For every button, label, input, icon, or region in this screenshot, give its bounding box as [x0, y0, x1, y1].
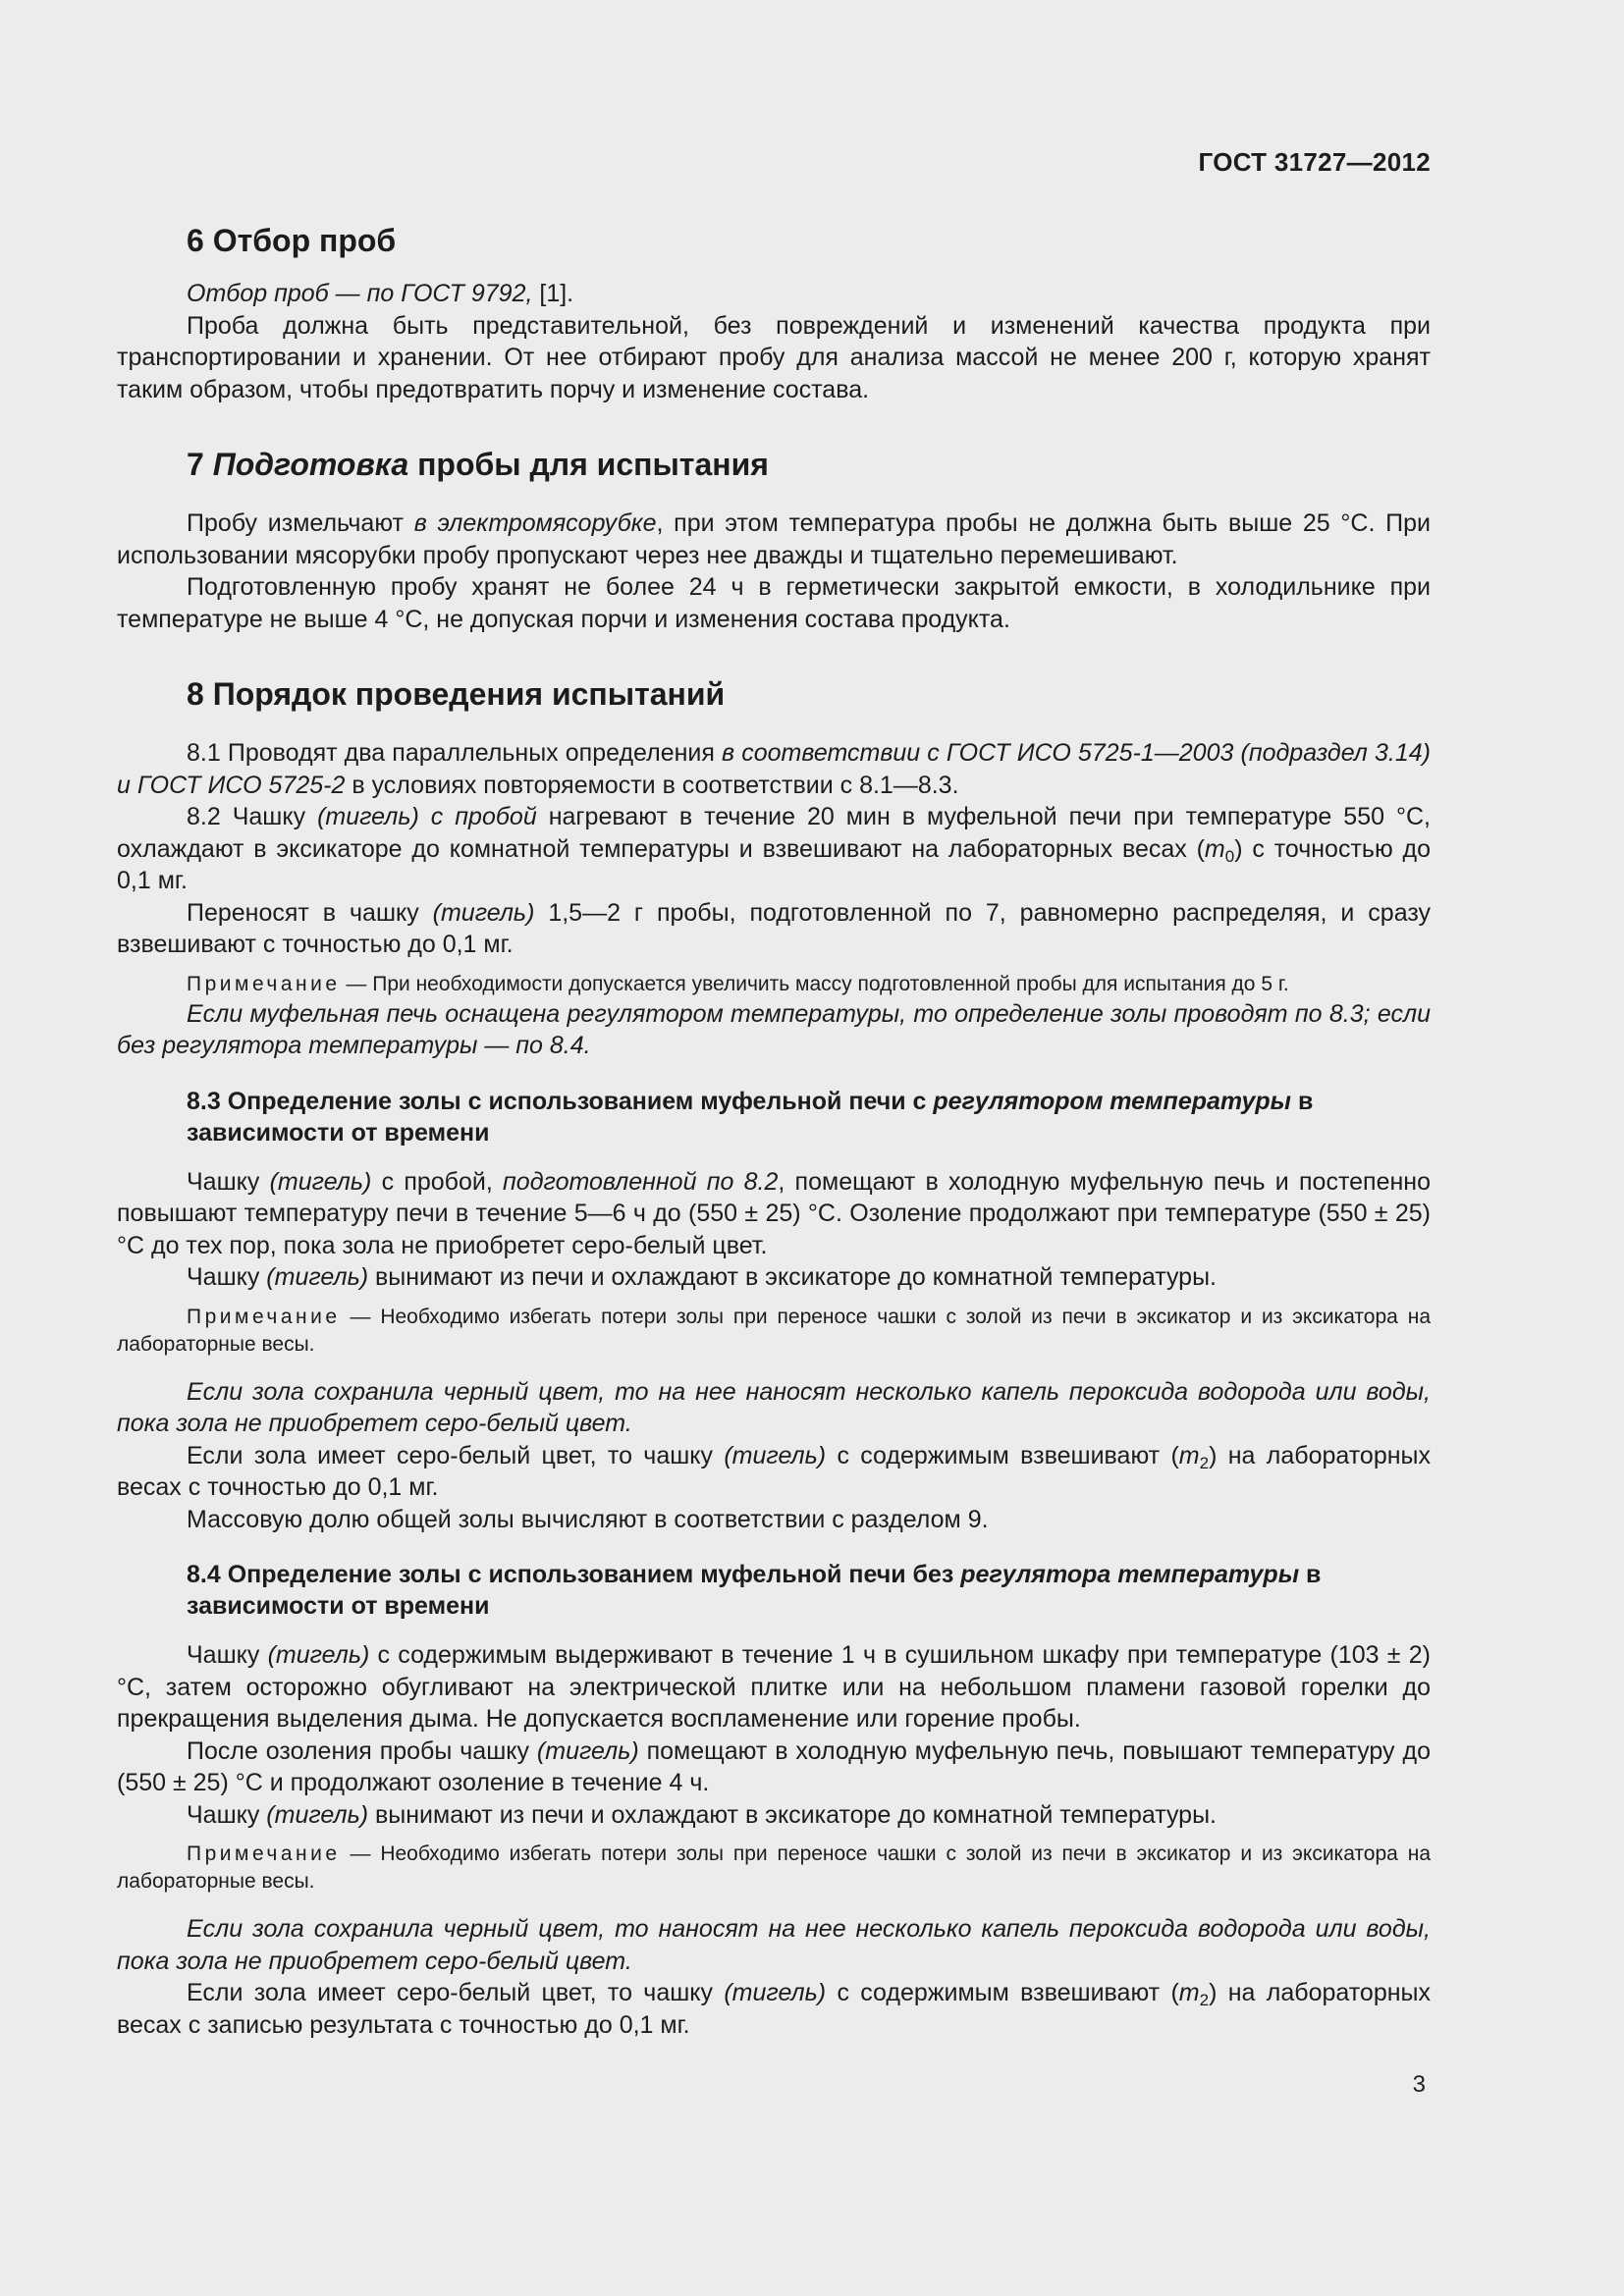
page-number: 3 — [1412, 2071, 1426, 2098]
subsection-8-4-heading — [117, 1559, 1431, 1622]
heading-text: 8.4 Определение золы с использованием муфельной печи без — [187, 1561, 961, 1588]
text: Если зола имеет серо-белый цвет, то чашку — [187, 1979, 725, 2006]
text: помещают в холодную муфельную печь, повышают температуру до (550 ± 25) °С и продолжают озоление в течение 4 ч. — [117, 1736, 1431, 1796]
section-7-paragraph-2: Подготовленную пробу хранят не более 24 ч в герметически закрытой емкости, в холодильнике при температуре не выше 4 °С, не допуская порчи и изменения состава продукта. — [117, 573, 1431, 633]
clause-8-2-transfer — [117, 897, 1431, 961]
standard-designation: ГОСТ 31727—2012 — [1198, 147, 1431, 177]
heading-text: в зависимости от времени — [187, 1087, 1314, 1147]
document-body — [117, 221, 1431, 2041]
subsection-8-3-paragraph-2 — [117, 1261, 1431, 1294]
text: вынимают из печи и охлаждают в эксикаторе до комнатной температуры. — [368, 1263, 1217, 1291]
symbol-m: m — [1204, 834, 1225, 863]
text-italic: (тигель) — [269, 1167, 372, 1196]
subsection-8-4-paragraph-1 — [117, 1639, 1431, 1735]
note-text: — Необходимо избегать потери золы при переносе чашки с золой из печи в эксикатор и из эксикатора на лабораторные весы. — [117, 1305, 1431, 1356]
text-italic: в соответствии с ГОСТ ИСО 5725-1—2003 (подраздел 3.14) и ГОСТ ИСО 5725-2 — [117, 739, 1431, 799]
heading-italic: Подготовка — [212, 447, 409, 482]
symbol-m: m — [1178, 1441, 1200, 1469]
subsection-8-3-paragraph-5: Массовую долю общей золы вычисляют в соответствии с разделом 9. — [187, 1505, 989, 1533]
section-8-heading: 8 Порядок проведения испытаний — [187, 676, 726, 712]
subscript: 2 — [1199, 1453, 1210, 1472]
text-italic: (тигель) — [266, 1263, 369, 1291]
subsection-8-3-heading — [117, 1086, 1431, 1148]
text: , при этом температура пробы не должна быть выше 25 °С. При использовании мясорубки пробу пропускают через нее дважды и тщательно перемешивают. — [117, 509, 1431, 569]
subsection-8-4-paragraph-4: Если зола сохранила черный цвет, то наносят на нее несколько капель пероксида водорода или воды, пока зола не приобретет серо-белый цвет. — [117, 1915, 1431, 1975]
text-italic: подготовленной по 8.2 — [503, 1167, 779, 1196]
subsection-8-4-paragraph-3 — [117, 1799, 1431, 1832]
section-7-paragraph-1 — [117, 507, 1431, 571]
text: нагревают в течение 20 мин в муфельной печи при температуре 550 °С, охлаждают в эксикаторе до комнатной температуры и взвешивают на лабораторных весах ( — [117, 803, 1431, 863]
note-label: Примечание — [187, 1305, 341, 1328]
text: вынимают из печи и охлаждают в эксикаторе до комнатной температуры. — [368, 1800, 1217, 1829]
text: ) на лабораторных весах с записью результата с точностью до 0,1 мг. — [117, 1979, 1432, 2039]
heading-text: пробы для испытания — [408, 447, 769, 482]
note-text: — При необходимости допускается увеличить массу подготовленной пробы для испытания до 5 г. — [340, 972, 1289, 995]
heading-italic: регулятором температуры — [933, 1087, 1292, 1115]
text-italic: (тигель) — [266, 1800, 369, 1829]
heading-text: в зависимости от времени — [187, 1561, 1322, 1620]
symbol-m: m — [1178, 1979, 1200, 2006]
clause-8-2-conditional: Если муфельная печь оснащена регулятором температуры, то определение золы проводят по 8.3; если без регулятора температуры — по 8.4. — [117, 999, 1431, 1059]
text: 8.2 Чашку — [187, 803, 318, 830]
text-italic: в электромясорубке — [413, 509, 657, 537]
text-italic: Отбор проб — по ГОСТ 9792, — [187, 280, 533, 307]
text: Чашку — [187, 1263, 267, 1291]
section-6-paragraph-1 — [117, 278, 1431, 310]
text-italic: (тигель) с пробой — [317, 803, 537, 830]
text: с содержимым взвешивают ( — [826, 1979, 1179, 2006]
note-2 — [117, 1304, 1431, 1359]
subsection-8-3-paragraph-4 — [117, 1440, 1431, 1504]
text: в условиях повторяемости в соответствии с 8.1—8.3. — [345, 771, 959, 799]
text-italic: (тигель) — [536, 1736, 639, 1765]
text: Если зола имеет серо-белый цвет, то чашку — [187, 1441, 725, 1469]
heading-italic: регулятора температуры — [960, 1561, 1300, 1588]
heading-number: 7 — [187, 447, 213, 482]
note-text: — Необходимо избегать потери золы при переносе чашки с золой из печи в эксикатор и из эксикатора на лабораторные весы. — [117, 1842, 1431, 1893]
subsection-8-3-paragraph-1 — [117, 1166, 1431, 1262]
text: с содержимым выдерживают в течение 1 ч в сушильном шкафу при температуре (103 ± 2) °С, затем осторожно обугливают на электрической плитке или на небольшом пламени газовой горелки до прекращения выделения дыма. Не допускается воспламенение или горение пробы. — [117, 1641, 1431, 1733]
text: Переносят в чашку — [187, 898, 433, 927]
text: [1]. — [532, 280, 574, 307]
subsection-8-4-paragraph-5 — [117, 1977, 1431, 2041]
text: После озоления пробы чашку — [187, 1736, 537, 1765]
text: Чашку — [187, 1800, 267, 1829]
section-6-paragraph-2: Проба должна быть представительной, без повреждений и изменений качества продукта при транспортировании и хранении. От нее отбирают пробу для анализа массой не менее 200 г, которую хранят таким образом, чтобы предотвратить порчу и изменение состава. — [117, 311, 1431, 403]
clause-8-1 — [117, 737, 1431, 801]
text-italic: (тигель) — [267, 1641, 370, 1669]
subscript: 0 — [1224, 846, 1235, 866]
clause-8-2 — [117, 801, 1431, 897]
text: , помещают в холодную муфельную печь и постепенно повышают температуру печи в течение 5—6 ч до (550 ± 25) °С. Озоление продолжают при температуре (550 ± 25) °С до тех пор, пока зола не приобретет серо-белый цвет. — [117, 1167, 1431, 1259]
section-6-heading: 6 Отбор проб — [187, 223, 397, 258]
text: ) на лабораторных весах с точностью до 0,1 мг. — [117, 1441, 1432, 1501]
text-italic: (тигель) — [432, 898, 535, 927]
note-label: Примечание — [187, 972, 341, 995]
text-italic: (тигель) — [724, 1441, 827, 1469]
text-italic: (тигель) — [724, 1979, 827, 2006]
subsection-8-3-paragraph-3: Если зола сохранила черный цвет, то на нее наносят несколько капель пероксида водорода или воды, пока зола не приобретет серо-белый цвет. — [117, 1377, 1431, 1437]
text: с пробой, — [371, 1167, 504, 1196]
text: 8.1 Проводят два параллельных определения — [187, 739, 723, 767]
section-7-heading — [117, 445, 1431, 484]
heading-text: 8.3 Определение золы с использованием муфельной печи с — [187, 1087, 934, 1115]
text: Чашку — [187, 1641, 268, 1669]
text: Чашку — [187, 1167, 270, 1196]
text: 1,5—2 г пробы, подготовленной по 7, равномерно распределяя, и сразу взвешивают с точностью до 0,1 мг. — [117, 898, 1431, 958]
text: с содержимым взвешивают ( — [826, 1441, 1179, 1469]
text: ) с точностью до 0,1 мг. — [117, 834, 1432, 894]
subsection-8-4-paragraph-2 — [117, 1735, 1431, 1799]
text: Пробу измельчают — [187, 509, 414, 537]
note-1 — [117, 971, 1431, 998]
subscript: 2 — [1199, 1991, 1210, 2009]
note-3 — [117, 1841, 1431, 1896]
note-label: Примечание — [187, 1842, 341, 1865]
